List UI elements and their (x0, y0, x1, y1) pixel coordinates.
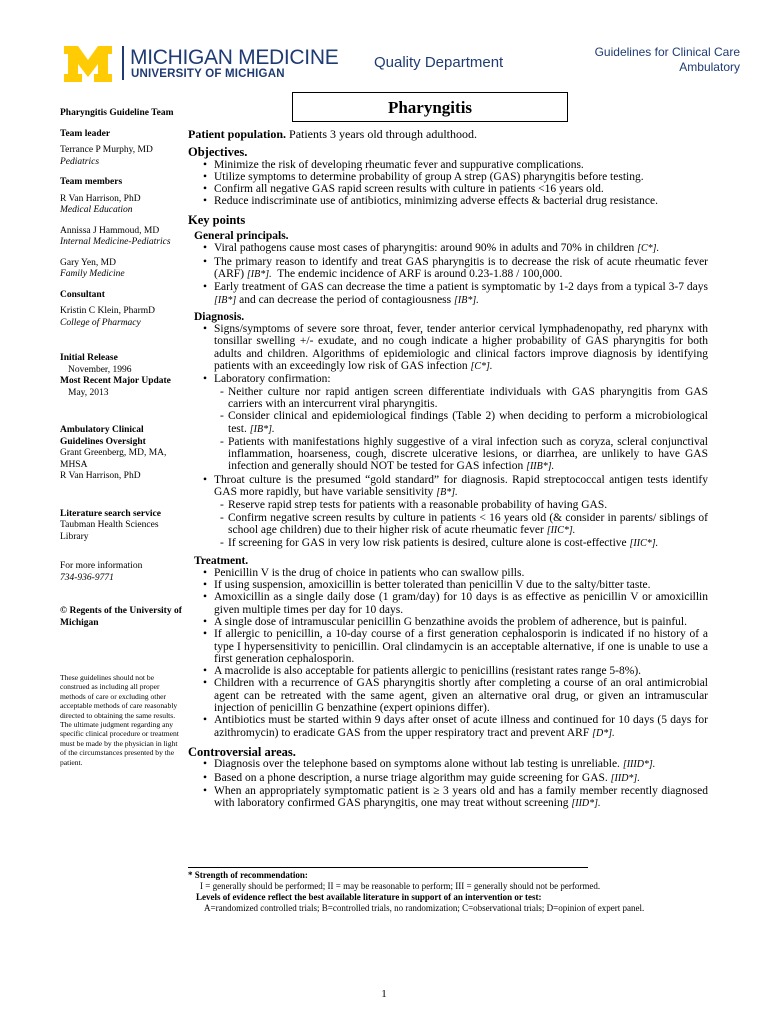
item-text: Antibiotics must be started within 9 days after onset of acute illness and continued for 10 days (5 days for azithromycin) to eradicate GAS from the upper respiratory tract and prevent ARF (214, 714, 708, 739)
member-name: Gary Yen, MD (60, 257, 116, 268)
evidence-level: [IID*]. (571, 798, 601, 810)
controversial-item (188, 785, 708, 811)
objectives-heading: Objectives. (188, 145, 248, 160)
page-title: Pharyngitis (292, 92, 568, 122)
leader-name: Terrance P Murphy, MD (60, 145, 153, 155)
evidence-level: [D*]. (592, 727, 615, 739)
treatment-item: • Children with a recurrence of GAS pharyngitis shortly after completing a course of an oral antimicrobial agent can be retreated with the same agent, given an alternative oral drug, or given an intramuscular injection of penicillin G benzathine (expert opinions differ). (188, 677, 708, 714)
evidence-level: [C*]. (470, 361, 493, 373)
item-text: Viral pathogens cause most cases of pharyngitis: around 90% in adults and 70% in children (214, 242, 635, 255)
item-text: Patients with manifestations highly suggestive of a viral infection such as coryza, scleral conjunctival inflammation, hoarseness, cough, discrete ulcerative lesions, or diarrhea, are unlikely to have GAS infection and generally should NOT be tested for GAS infection (228, 435, 708, 473)
treatment-item: • Amoxicillin as a single daily dose (1 gram/day) for 10 days is as effective as penicillin V or amoxicillin given multiple times per day for 10 days. (188, 591, 708, 616)
item-text: When an appropriately symptomatic patient is ≥ 3 years old and has a family member recently diagnosed with laboratory confirmed GAS pharyngitis, one may treat without screening (214, 784, 708, 810)
strength-heading: * Strength of recommendation: (188, 870, 308, 880)
guideline-type (480, 45, 740, 75)
general-item (188, 242, 708, 255)
item-text: The primary reason to identify and treat GAS pharyngitis is to decrease the risk of acute rheumatic fever (ARF) (214, 255, 708, 280)
key-points-heading: Key points (188, 212, 246, 227)
member-dept: Medical Education (60, 205, 133, 215)
throat-item (188, 512, 708, 538)
consultant-heading: Consultant (60, 289, 105, 300)
treatment-item (188, 714, 708, 740)
treatment-heading: Treatment. (194, 554, 249, 567)
initial-release-date: November, 1996 (68, 364, 132, 375)
footnotes (188, 870, 708, 914)
evidence-level: [IB*]. (246, 268, 272, 280)
guideline-line1: Guidelines for Clinical Care (594, 45, 740, 59)
objectives-list (188, 159, 708, 208)
lab-list (188, 386, 708, 474)
item-text: Reserve rapid strep tests for patients with a reasonable probability of having GAS. (228, 499, 608, 512)
team-heading: Pharyngitis Guideline Team (60, 108, 174, 118)
treatment-item: • Penicillin V is the drug of choice in patients who can swallow pills. (188, 567, 708, 579)
item-text: Confirm negative screen results by culture in patients < 16 years old (& consider in parents/ siblings of school age children) due to their higher risk of acute rheumatic fever (228, 511, 708, 536)
department-title: Quality Department (374, 54, 504, 71)
objective-item: • Minimize the risk of developing rheumatic fever and suppurative complications. (188, 159, 708, 171)
evidence-level: [IB*] (214, 294, 237, 306)
levels-heading: Levels of evidence reflect the best available literature in support of an intervention or test: (196, 892, 542, 902)
objective-item: • Utilize symptoms to determine probability of group A strep (GAS) pharyngitis before testing. (188, 171, 708, 183)
leader-heading: Team leader (60, 128, 111, 139)
throat-item (188, 499, 708, 511)
lab-item (188, 386, 708, 411)
item-text: The endemic incidence of ARF is around 0.23-1.88 / 100,000. (277, 267, 563, 280)
evidence-level: [B*]. (436, 487, 458, 499)
controversial-heading: Controversial areas. (188, 744, 296, 759)
diagnosis-item (188, 474, 708, 500)
general-heading: General principals. (194, 230, 289, 243)
throat-item (188, 537, 708, 550)
info-label: For more information (60, 561, 143, 571)
item-text: and can decrease the period of contagiousness (239, 293, 452, 306)
logo-subtitle: UNIVERSITY OF MICHIGAN (131, 68, 285, 80)
item-text: If screening for GAS in very low risk patients is desired, culture alone is cost-effective (228, 537, 627, 550)
objective-item: • Confirm all negative GAS rapid screen results with culture in patients <16 years old. (188, 183, 708, 195)
diagnosis-item (188, 373, 708, 385)
item-text: Throat culture is the presumed “gold standard” for diagnosis. Rapid streptococcal antigen tests identify GAS more rapidly, but have variable sensitivity (214, 473, 708, 499)
page-number: 1 (381, 988, 387, 1000)
item-text: Signs/symptoms of severe sore throat, fever, tender anterior cervical lymphadenopathy, red pharynx with tonsillar swelling +/- exudate, and no cough indicate a higher probability of GAS pharyngitis for both adults and children. Algorithms of epidemiologic and clinical factors improve diagnosis by identifying patients with an exceedingly low risk of GAS infection (214, 323, 708, 373)
initial-release-heading: Initial Release (60, 353, 118, 363)
item-text: Laboratory confirmation: (214, 373, 331, 386)
item-text: Consider clinical and epidemiological findings (Table 2) when deciding to perform a microbiological test. (228, 410, 708, 435)
treatment-item: • A macrolide is also acceptable for patients allergic to penicillins (resistant rates range 5-8%). (188, 665, 708, 677)
general-item (188, 256, 708, 282)
diagnosis-list (188, 323, 708, 385)
controversial-list (188, 758, 708, 810)
evidence-level: [IIC*]. (629, 538, 659, 550)
evidence-level: [IID*]. (610, 772, 640, 784)
main-content (188, 128, 708, 810)
population-label: Patient population. (188, 127, 287, 141)
population (188, 128, 708, 140)
major-update-date: May, 2013 (68, 387, 109, 398)
literature-heading: Literature search service (60, 508, 161, 519)
block-m-logo-icon (62, 46, 114, 82)
diagnosis-item (188, 323, 708, 373)
evidence-level: [IB*]. (454, 294, 479, 306)
population-text: Patients 3 years old through adulthood. (289, 127, 477, 141)
oversight-heading: Ambulatory Clinical Guidelines Oversight (60, 425, 146, 447)
info-phone: 734-936-9771 (60, 572, 114, 583)
logo-title: MICHIGAN MEDICINE (130, 46, 339, 69)
treatment-item: • A single dose of intramuscular penicillin G benzathine avoids the problem of adherence, but is painful. (188, 616, 708, 628)
controversial-item (188, 758, 708, 771)
consultant-dept: College of Pharmacy (60, 317, 141, 328)
members-heading: Team members (60, 177, 123, 187)
member-dept: Family Medicine (60, 269, 125, 279)
copyright: © Regents of the University of Michigan (60, 606, 182, 628)
evidence-level: [IIID*]. (622, 759, 656, 771)
evidence-level: [IB*]. (249, 423, 275, 435)
oversight-name: R Van Harrison, PhD (60, 471, 141, 481)
member-dept: Internal Medicine-Pediatrics (60, 237, 171, 247)
diagnosis-heading: Diagnosis. (194, 310, 245, 323)
item-text: Neither culture nor rapid antigen screen differentiate individuals with GAS pharyngitis from GAS carriers with an intercurrent viral pharyngitis. (228, 385, 708, 410)
literature-service: Taubman Health Sciences Library (60, 520, 159, 542)
evidence-level: [C*]. (637, 243, 660, 255)
member-name: R Van Harrison, PhD (60, 193, 141, 204)
sidebar (60, 108, 184, 767)
major-update-heading: Most Recent Major Update (60, 376, 171, 386)
lab-item (188, 436, 708, 474)
throat-list (188, 474, 708, 500)
footnote-divider (188, 867, 588, 868)
evidence-level: [IIC*]. (546, 524, 576, 536)
evidence-level: [IIB*]. (526, 461, 555, 473)
consultant-name: Kristin C Klein, PharmD (60, 306, 155, 316)
logo-divider (122, 46, 124, 80)
general-item (188, 281, 708, 307)
member-name: Annissa J Hammoud, MD (60, 225, 160, 236)
disclaimer: These guidelines should not be construed as including all proper methods of care or excluding other acceptable methods of care reasonably directed to obtaining the same results. The ultimate judgment regarding any specific clinical procedure or treatment must be made by the physician in light of the circumstances presented by the patient. (60, 673, 179, 767)
controversial-item (188, 772, 708, 785)
item-text: Early treatment of GAS can decrease the time a patient is symptomatic by 1-2 days from a typical 3-7 days (214, 281, 708, 294)
item-text: Based on a phone description, a nurse triage algorithm may guide screening for GAS. (214, 771, 608, 784)
guideline-line2: Ambulatory (679, 60, 740, 74)
objective-item: • Reduce indiscriminate use of antibiotics, minimizing adverse effects & bacterial drug resistance. (188, 195, 708, 207)
lab-item (188, 410, 708, 436)
treatment-item: • If allergic to penicillin, a 10-day course of a first generation cephalosporin is indicated if no history of a type I hypersensitivity to penicillin. Oral clindamycin is an acceptable alternative, if one is unable to use a first generation cephalosporin. (188, 628, 708, 665)
oversight-name: Grant Greenberg, MD, MA, MHSA (60, 448, 167, 470)
general-list (188, 242, 708, 306)
strength-text: I = generally should be performed; II = may be reasonable to perform; III = generally should not be performed. (200, 881, 601, 891)
throat-sublist (188, 499, 708, 550)
treatment-item: • If using suspension, amoxicillin is better tolerated than penicillin V due to the salty/bitter taste. (188, 579, 708, 591)
item-text: Diagnosis over the telephone based on symptoms alone without lab testing is unreliable. (214, 758, 620, 771)
leader-dept: Pediatrics (60, 156, 100, 167)
levels-text: A=randomized controlled trials; B=controlled trials, no randomization; C=observational trials; D=opinion of expert panel. (204, 903, 645, 913)
treatment-list (188, 567, 708, 740)
